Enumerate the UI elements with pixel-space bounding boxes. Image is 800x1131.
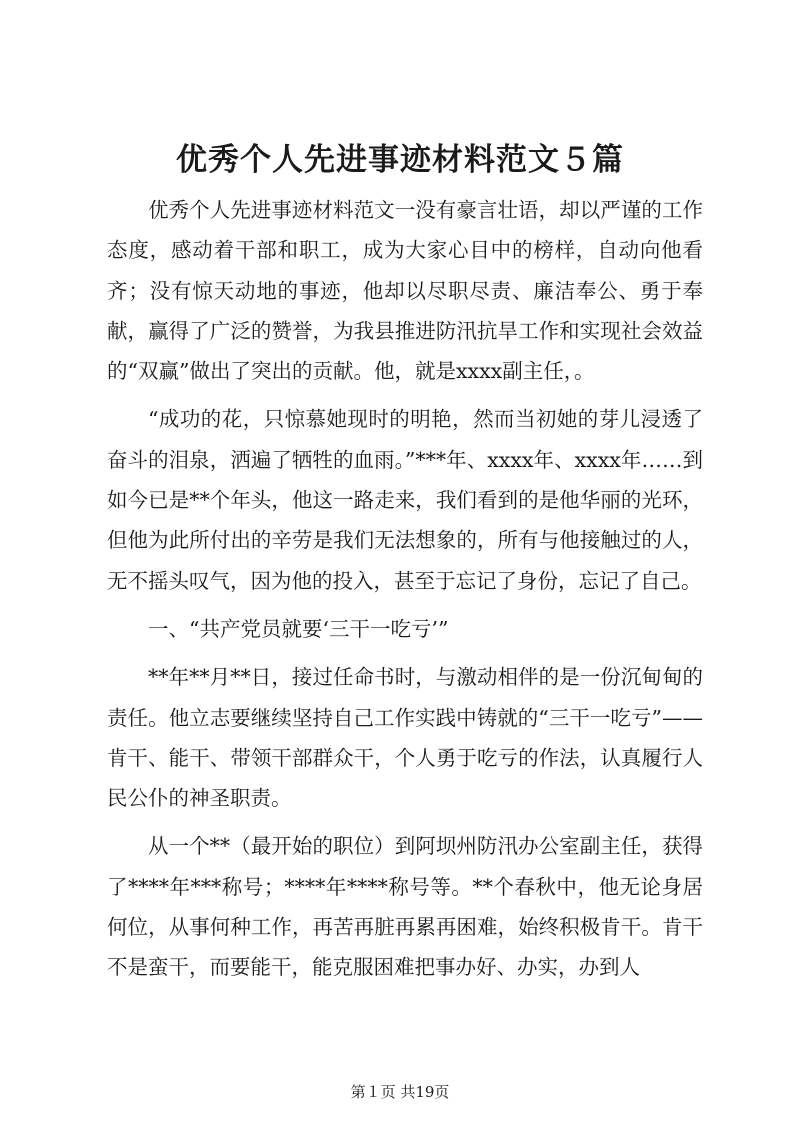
paragraph-appointment: **年**月**日，接过任命书时，与激动相伴的是一份沉甸甸的责任。他立志要继续坚持自己工作实践中铸就的“三干一吃亏”——肯干、能干、带领干部群众干，个人勇于吃亏的作法，认真履行人民公仆的神圣职责。 bbox=[107, 665, 703, 811]
paragraph-career: 从一个**（最开始的职位）到阿坝州防汛办公室副主任，获得了****年***称号；****年****称号等。**个春秋中，他无论身居何位，从事何种工作，再苦再脏再累再困难，始终积极肯干。肯干不是蛮干，而要能干，能克服困难把事办好、办实，办到人 bbox=[107, 834, 703, 980]
paragraph-quote: “成功的花，只惊慕她现时的明艳，然而当初她的芽儿浸透了奋斗的泪泉，洒遍了牺牲的血雨。”***年、xxxx年、xxxx年……到如今已是**个年头，他这一路走来，我们看到的是他华丽的光环，但他为此所付出的辛劳是我们无法想象的，所有与他接触过的人，无不摇头叹气，因为他的投入，甚至于忘记了身份，忘记了自己。 bbox=[107, 407, 703, 593]
section-heading: 一、“共产党员就要‘三干一吃亏’” bbox=[148, 616, 449, 641]
document-title: 优秀个人先进事迹材料范文５篇 bbox=[176, 142, 624, 178]
document-body bbox=[107, 190, 703, 988]
paragraph-intro: 优秀个人先进事迹材料范文一没有豪言壮语，却以严谨的工作态度，感动着干部和职工，成为大家心目中的榜样，自动向他看齐；没有惊天动地的事迹，他却以尽职尽责、廉洁奉公、勇于奉献，赢得了广泛的赞誉，为我县推进防汛抗旱工作和实现社会效益的“双赢”做出了突出的贡献。他，就是xxxx副主任，。 bbox=[107, 198, 703, 384]
page-number-footer: 第１页 共19页 bbox=[350, 1083, 450, 1101]
